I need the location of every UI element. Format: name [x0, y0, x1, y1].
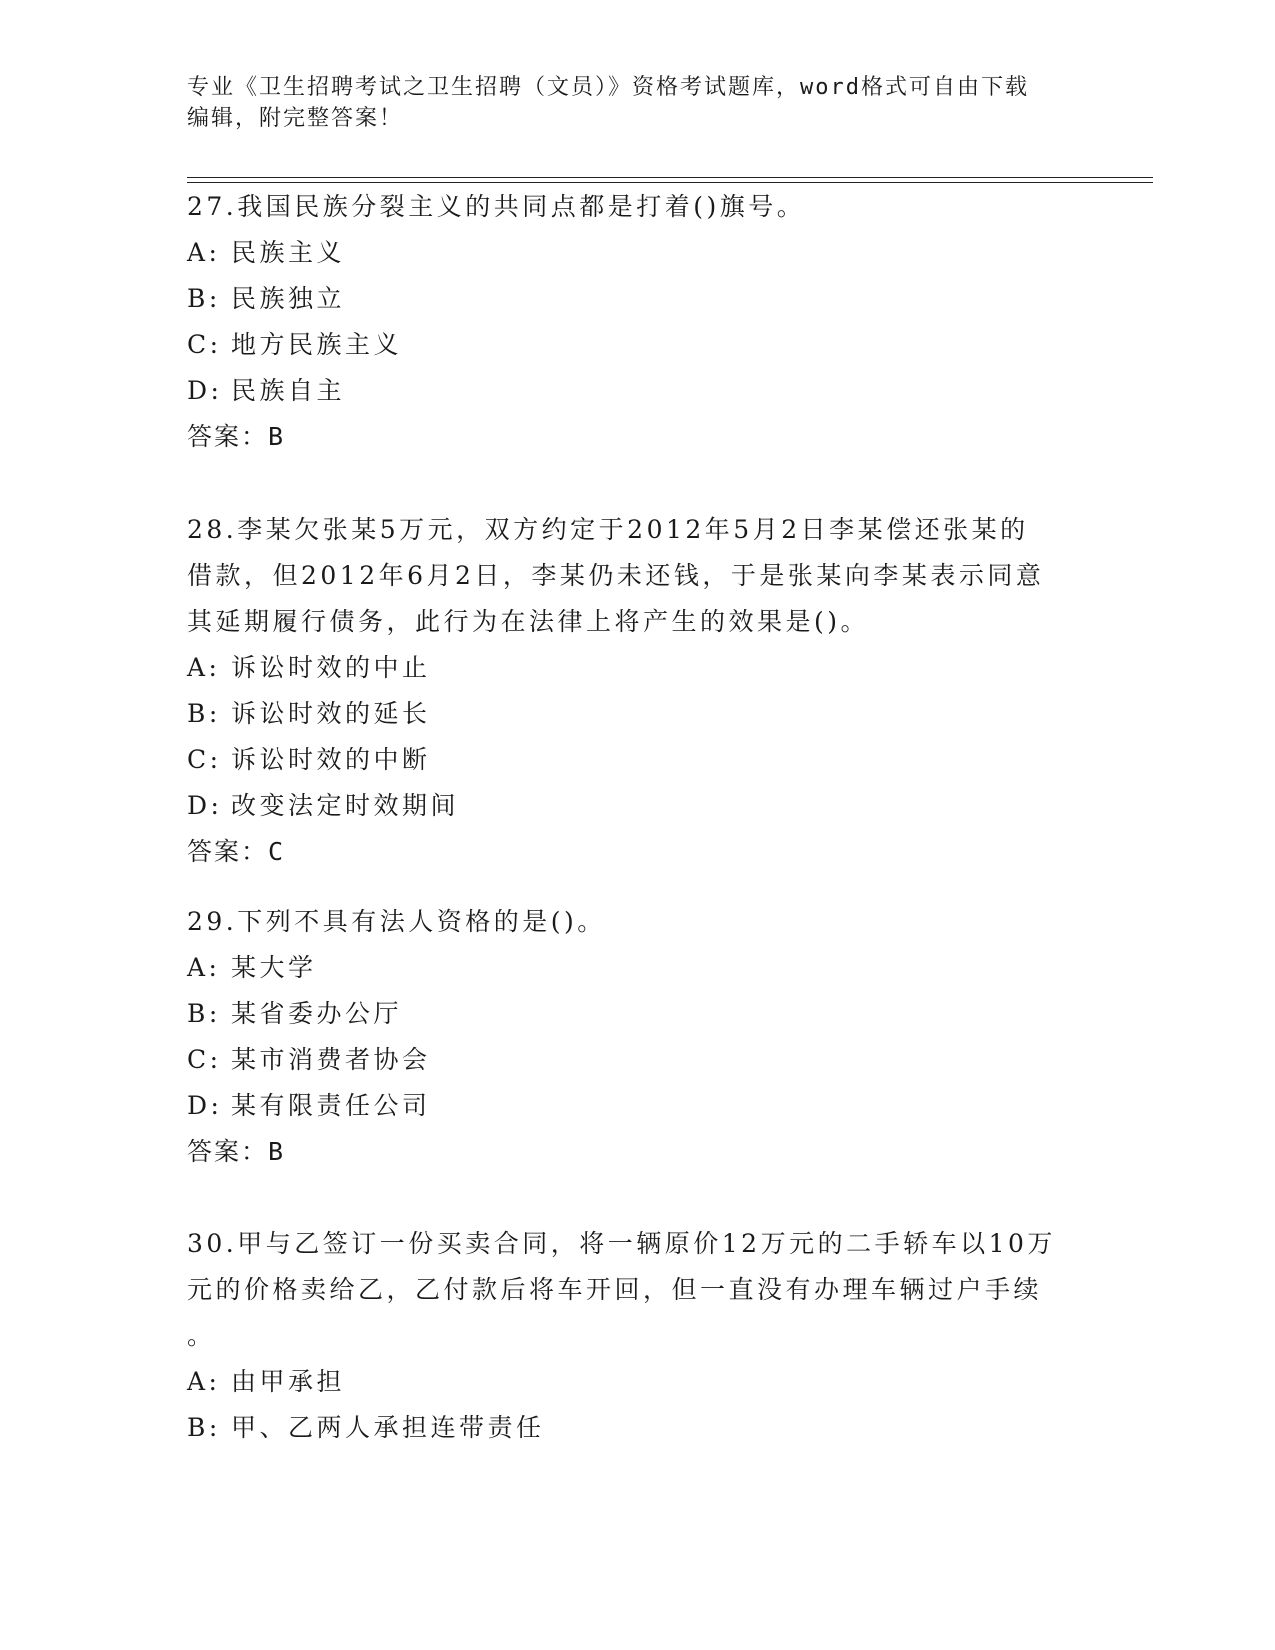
question-stem-line-2: 借款，但2012年6月2日，李某仍未还钱，于是张某向李某表示同意 [187, 561, 1045, 590]
option-key: A: [187, 238, 221, 267]
question-30 [187, 1221, 1087, 1451]
answer-line [187, 829, 1087, 875]
option-a [187, 945, 1087, 991]
option-key: B: [187, 1413, 221, 1442]
option-a [187, 645, 1087, 691]
option-b [187, 1405, 1087, 1451]
header-divider-top [187, 177, 1153, 178]
option-text: 某有限责任公司 [231, 1091, 431, 1120]
header-divider-bottom [187, 182, 1153, 183]
option-text: 地方民族主义 [231, 330, 403, 359]
answer-label: 答案： [187, 422, 269, 451]
option-key: C: [187, 1045, 222, 1074]
option-text: 诉讼时效的延长 [231, 699, 431, 728]
document-header-note [187, 72, 1067, 134]
question-27 [187, 184, 1087, 460]
option-text: 甲、乙两人承担连带责任 [231, 1413, 545, 1442]
option-text: 诉讼时效的中断 [231, 745, 431, 774]
option-text: 民族独立 [231, 284, 346, 313]
option-c [187, 1037, 1087, 1083]
option-text: 某省委办公厅 [231, 999, 403, 1028]
question-29 [187, 899, 1087, 1175]
answer-line [187, 1129, 1087, 1175]
question-stem: 27.我国民族分裂主义的共同点都是打着()旗号。 [187, 192, 806, 221]
option-text: 某市消费者协会 [231, 1045, 431, 1074]
header-line-2: 编辑，附完整答案！ [187, 106, 404, 131]
question-stem-line-1: 30.甲与乙签订一份买卖合同，将一辆原价12万元的二手轿车以10万 [187, 1229, 1056, 1258]
question-28 [187, 507, 1087, 875]
option-b [187, 991, 1087, 1037]
option-a [187, 1359, 1087, 1405]
option-text: 民族主义 [231, 238, 346, 267]
answer-value: B [268, 422, 285, 451]
option-key: D: [187, 376, 223, 405]
option-key: B: [187, 284, 221, 313]
option-key: A: [187, 953, 221, 982]
option-text: 诉讼时效的中止 [231, 653, 431, 682]
option-key: A: [187, 653, 221, 682]
question-stem-line-3: 其延期履行债务，此行为在法律上将产生的效果是()。 [187, 607, 870, 636]
question-stem-line-3: 。 [187, 1321, 216, 1350]
option-c [187, 322, 1087, 368]
answer-line [187, 414, 1087, 460]
answer-label: 答案： [187, 1137, 269, 1166]
option-a [187, 230, 1087, 276]
option-c [187, 737, 1087, 783]
option-b [187, 276, 1087, 322]
option-text: 某大学 [231, 953, 317, 982]
option-text: 由甲承担 [231, 1367, 346, 1396]
option-key: C: [187, 745, 222, 774]
option-d [187, 783, 1087, 829]
option-text: 改变法定时效期间 [231, 791, 460, 820]
question-stem: 29.下列不具有法人资格的是()。 [187, 907, 606, 936]
option-b [187, 691, 1087, 737]
answer-value: C [268, 837, 285, 866]
option-key: D: [187, 1091, 223, 1120]
option-key: B: [187, 699, 221, 728]
option-key: B: [187, 999, 221, 1028]
option-key: D: [187, 791, 223, 820]
question-stem-line-1: 28.李某欠张某5万元，双方约定于2012年5月2日李某偿还张某的 [187, 515, 1029, 544]
option-d [187, 1083, 1087, 1129]
option-key: C: [187, 330, 222, 359]
header-line-1: 专业《卫生招聘考试之卫生招聘（文员）》资格考试题库，word格式可自由下载 [187, 75, 1029, 100]
question-stem-line-2: 元的价格卖给乙，乙付款后将车开回，但一直没有办理车辆过户手续 [187, 1275, 1043, 1304]
option-d [187, 368, 1087, 414]
answer-label: 答案： [187, 837, 269, 866]
answer-value: B [268, 1137, 285, 1166]
option-key: A: [187, 1367, 221, 1396]
option-text: 民族自主 [231, 376, 346, 405]
